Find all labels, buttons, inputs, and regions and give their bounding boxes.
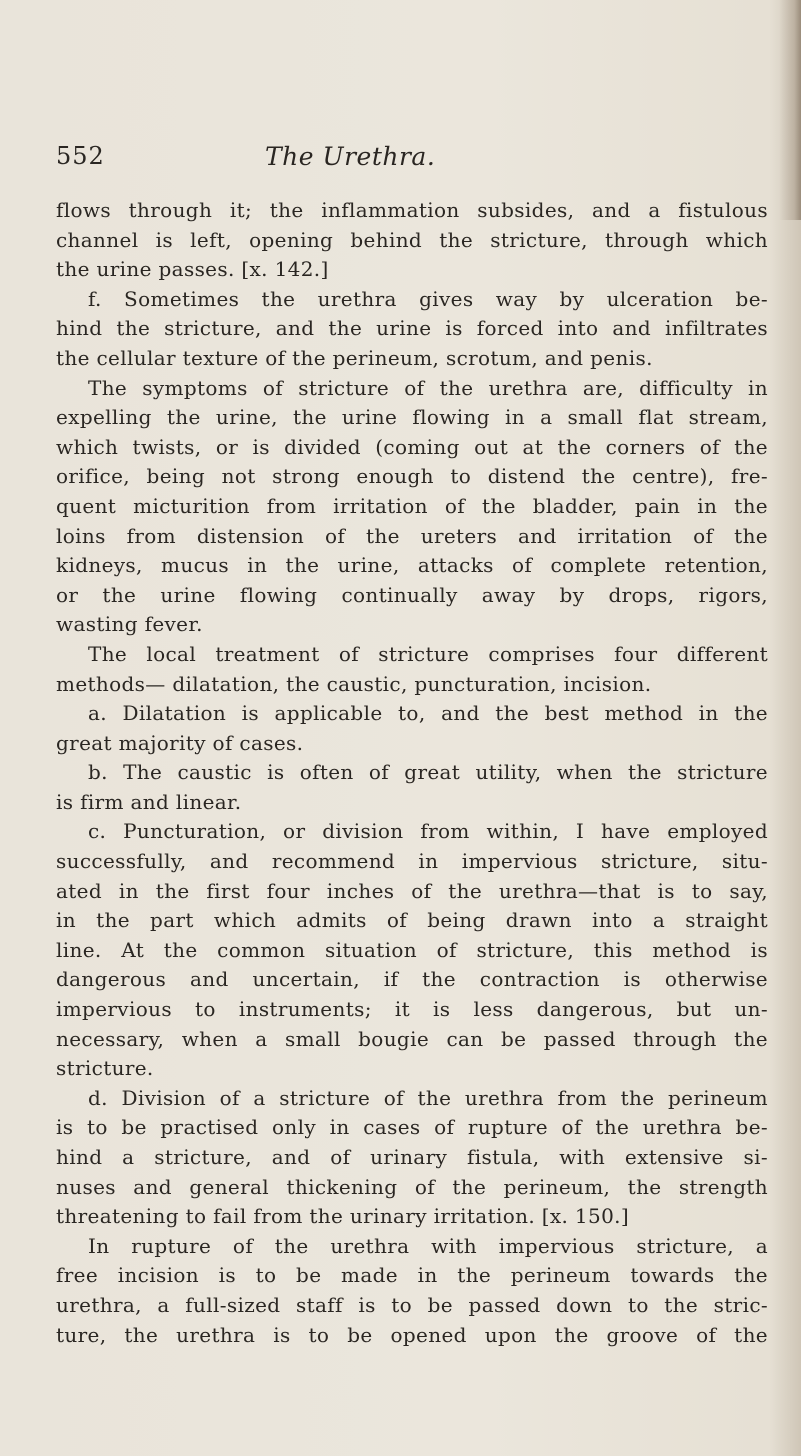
text-line: line. At the common situation of stricture, this method is (56, 937, 768, 962)
text-line: b. The caustic is often of great utility, when the stricture (88, 760, 768, 785)
text-line: stricture. (56, 1056, 154, 1081)
text-line: which twists, or is divided (coming out at the corners of the (56, 434, 768, 459)
page-number: 552 (56, 142, 105, 170)
text-line: The symptoms of stricture of the urethra are, difficulty in (88, 375, 768, 400)
text-line: wasting fever. (56, 612, 203, 637)
text-line: loins from distension of the ureters and irritation of the (56, 523, 768, 548)
text-line: f. Sometimes the urethra gives way by ulceration be- (88, 286, 768, 311)
text-line: flows through it; the inflammation subsides, and a fistulous (56, 198, 768, 222)
text-line: urethra, a full-sized staff is to be passed down to the stric- (56, 1292, 768, 1317)
text-line: hind a stricture, and of urinary fistula, with extensive si- (56, 1145, 768, 1169)
page-edge-shadow (779, 0, 801, 220)
text-line: hind the stricture, and the urine is forced into and infiltrates (56, 316, 768, 341)
text-line: quent micturition from irritation of the bladder, pain in the (56, 493, 768, 518)
text-line: d. Division of a stricture of the urethra from the perineum (88, 1085, 768, 1110)
text-line: nuses and general thickening of the perineum, the strength (56, 1174, 768, 1199)
text-line: the cellular texture of the perineum, scrotum, and penis. (56, 345, 653, 370)
running-head (0, 142, 801, 182)
text-line: c. Puncturation, or division from within, I have employed (88, 819, 768, 844)
text-line: channel is left, opening behind the stricture, through which (56, 227, 768, 252)
body-text (56, 196, 768, 1350)
text-line: orifice, being not strong enough to distend the centre), fre- (56, 464, 768, 489)
text-line: The local treatment of stricture comprises four different (88, 641, 768, 666)
text-line: kidneys, mucus in the urine, attacks of complete retention, (56, 553, 768, 578)
text-line: or the urine flowing continually away by drops, rigors, (56, 582, 768, 607)
text-line: methods— dilatation, the caustic, puncturation, incision. (56, 671, 652, 696)
text-line: the urine passes. [x. 142.] (56, 257, 329, 282)
text-line: is to be practised only in cases of rupture of the urethra be- (56, 1115, 768, 1140)
text-line: threatening to fail from the urinary irritation. [x. 150.] (56, 1204, 630, 1229)
text-line: In rupture of the urethra with impervious stricture, a (88, 1233, 768, 1258)
text-line: necessary, when a small bougie can be passed through the (56, 1026, 768, 1051)
text-line: expelling the urine, the urine flowing in a small flat stream, (56, 405, 768, 430)
text-line: a. Dilatation is applicable to, and the best method in the (88, 701, 768, 726)
text-line: ture, the urethra is to be opened upon the groove of the (56, 1322, 768, 1347)
text-line: is firm and linear. (56, 789, 242, 814)
running-title: The Urethra. (265, 142, 436, 171)
text-line: impervious to instruments; it is less dangerous, but un- (56, 997, 768, 1022)
text-line: in the part which admits of being drawn into a straight (56, 908, 768, 933)
text-line: dangerous and uncertain, if the contraction is otherwise (56, 967, 768, 992)
text-line: free incision is to be made in the perineum towards the (56, 1263, 768, 1288)
text-line: ated in the first four inches of the urethra—that is to say, (56, 878, 768, 903)
text-line: great majority of cases. (56, 730, 304, 755)
text-line: successfully, and recommend in impervious stricture, situ- (56, 849, 768, 874)
